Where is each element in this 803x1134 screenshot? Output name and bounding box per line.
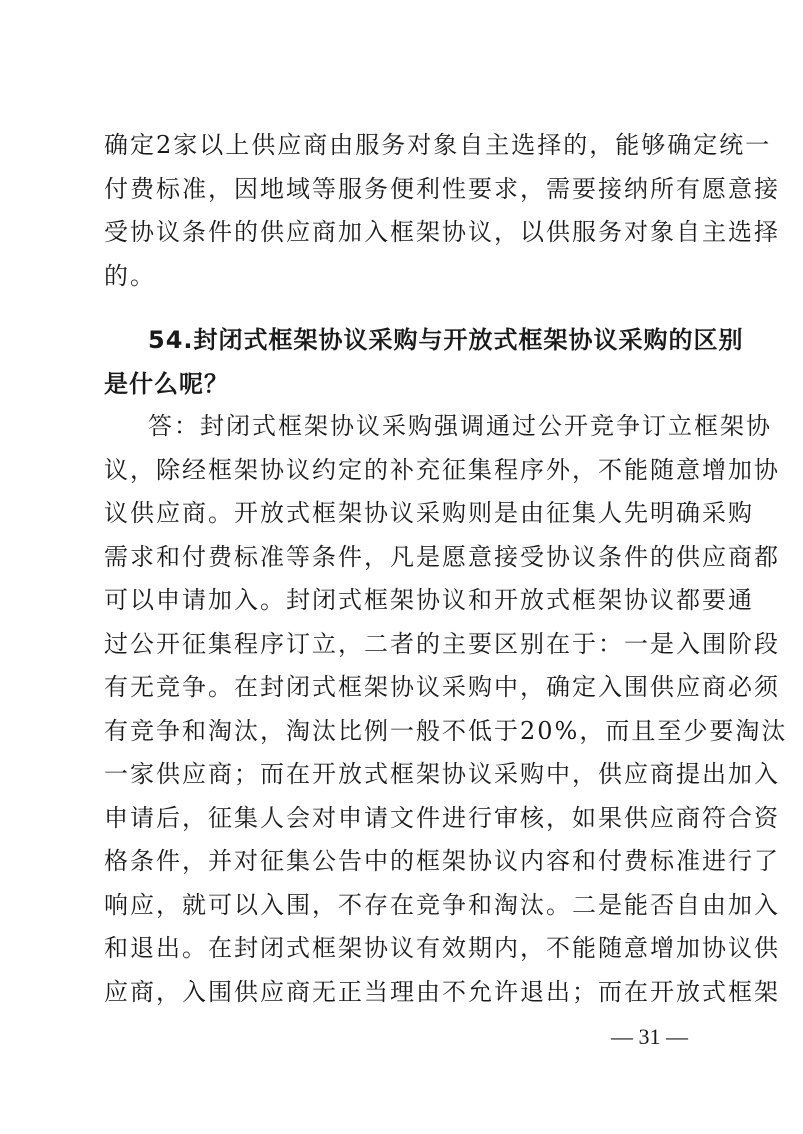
heading-line: 是什么呢？ xyxy=(104,370,229,398)
text-line: 需求和付费标准等条件，凡是愿意接受协议条件的供应商都 xyxy=(104,542,780,571)
text-line: 确定2家以上供应商由服务对象自主选择的，能够确定统一 xyxy=(104,131,772,159)
text-line: 应商，入围供应商无正当理由不允许退出；而在开放式框架 xyxy=(104,977,780,1006)
text-line: 一家供应商；而在开放式框架协议采购中，供应商提出加入 xyxy=(104,760,780,788)
text-line: 格条件，并对征集公告中的框架协议内容和付费标准进行了 xyxy=(104,847,780,875)
text-line: 受协议条件的供应商加入框架协议，以供服务对象自主选择 xyxy=(104,218,780,246)
text-line: 答：封闭式框架协议采购强调通过公开竞争订立框架协 xyxy=(148,412,772,440)
page-number: — 31 — xyxy=(611,1024,688,1049)
heading-line: 54.封闭式框架协议采购与开放式框架协议采购的区别 xyxy=(148,326,744,354)
text-line: 申请后，征集人会对申请文件进行审核，如果供应商符合资 xyxy=(104,803,780,832)
text-line: 和退出。在封闭式框架协议有效期内，不能随意增加协议供 xyxy=(104,934,780,962)
text-line: 过公开征集程序订立，二者的主要区别在于：一是入围阶段 xyxy=(104,629,780,658)
text-line: 付费标准，因地域等服务便利性要求，需要接纳所有愿意接 xyxy=(104,174,780,203)
question-heading xyxy=(104,318,744,406)
text-line: 有无竞争。在封闭式框架协议采购中，确定入围供应商必须 xyxy=(104,673,780,701)
continued-paragraph xyxy=(104,124,780,298)
text-line: 有竞争和淘汰，淘汰比例一般不低于20%，而且至少要淘汰 xyxy=(104,716,788,745)
text-line: 议供应商。开放式框架协议采购则是由征集人先明确采购 xyxy=(104,499,754,527)
text-line: 议，除经框架协议约定的补充征集程序外，不能随意增加协 xyxy=(104,455,780,484)
text-line: 的。 xyxy=(104,261,156,290)
text-line: 响应，就可以入围，不存在竞争和淘汰。二是能否自由加入 xyxy=(104,890,780,919)
answer-paragraph xyxy=(104,405,788,1014)
text-line: 可以申请加入。封闭式框架协议和开放式框架协议都要通 xyxy=(104,586,754,614)
